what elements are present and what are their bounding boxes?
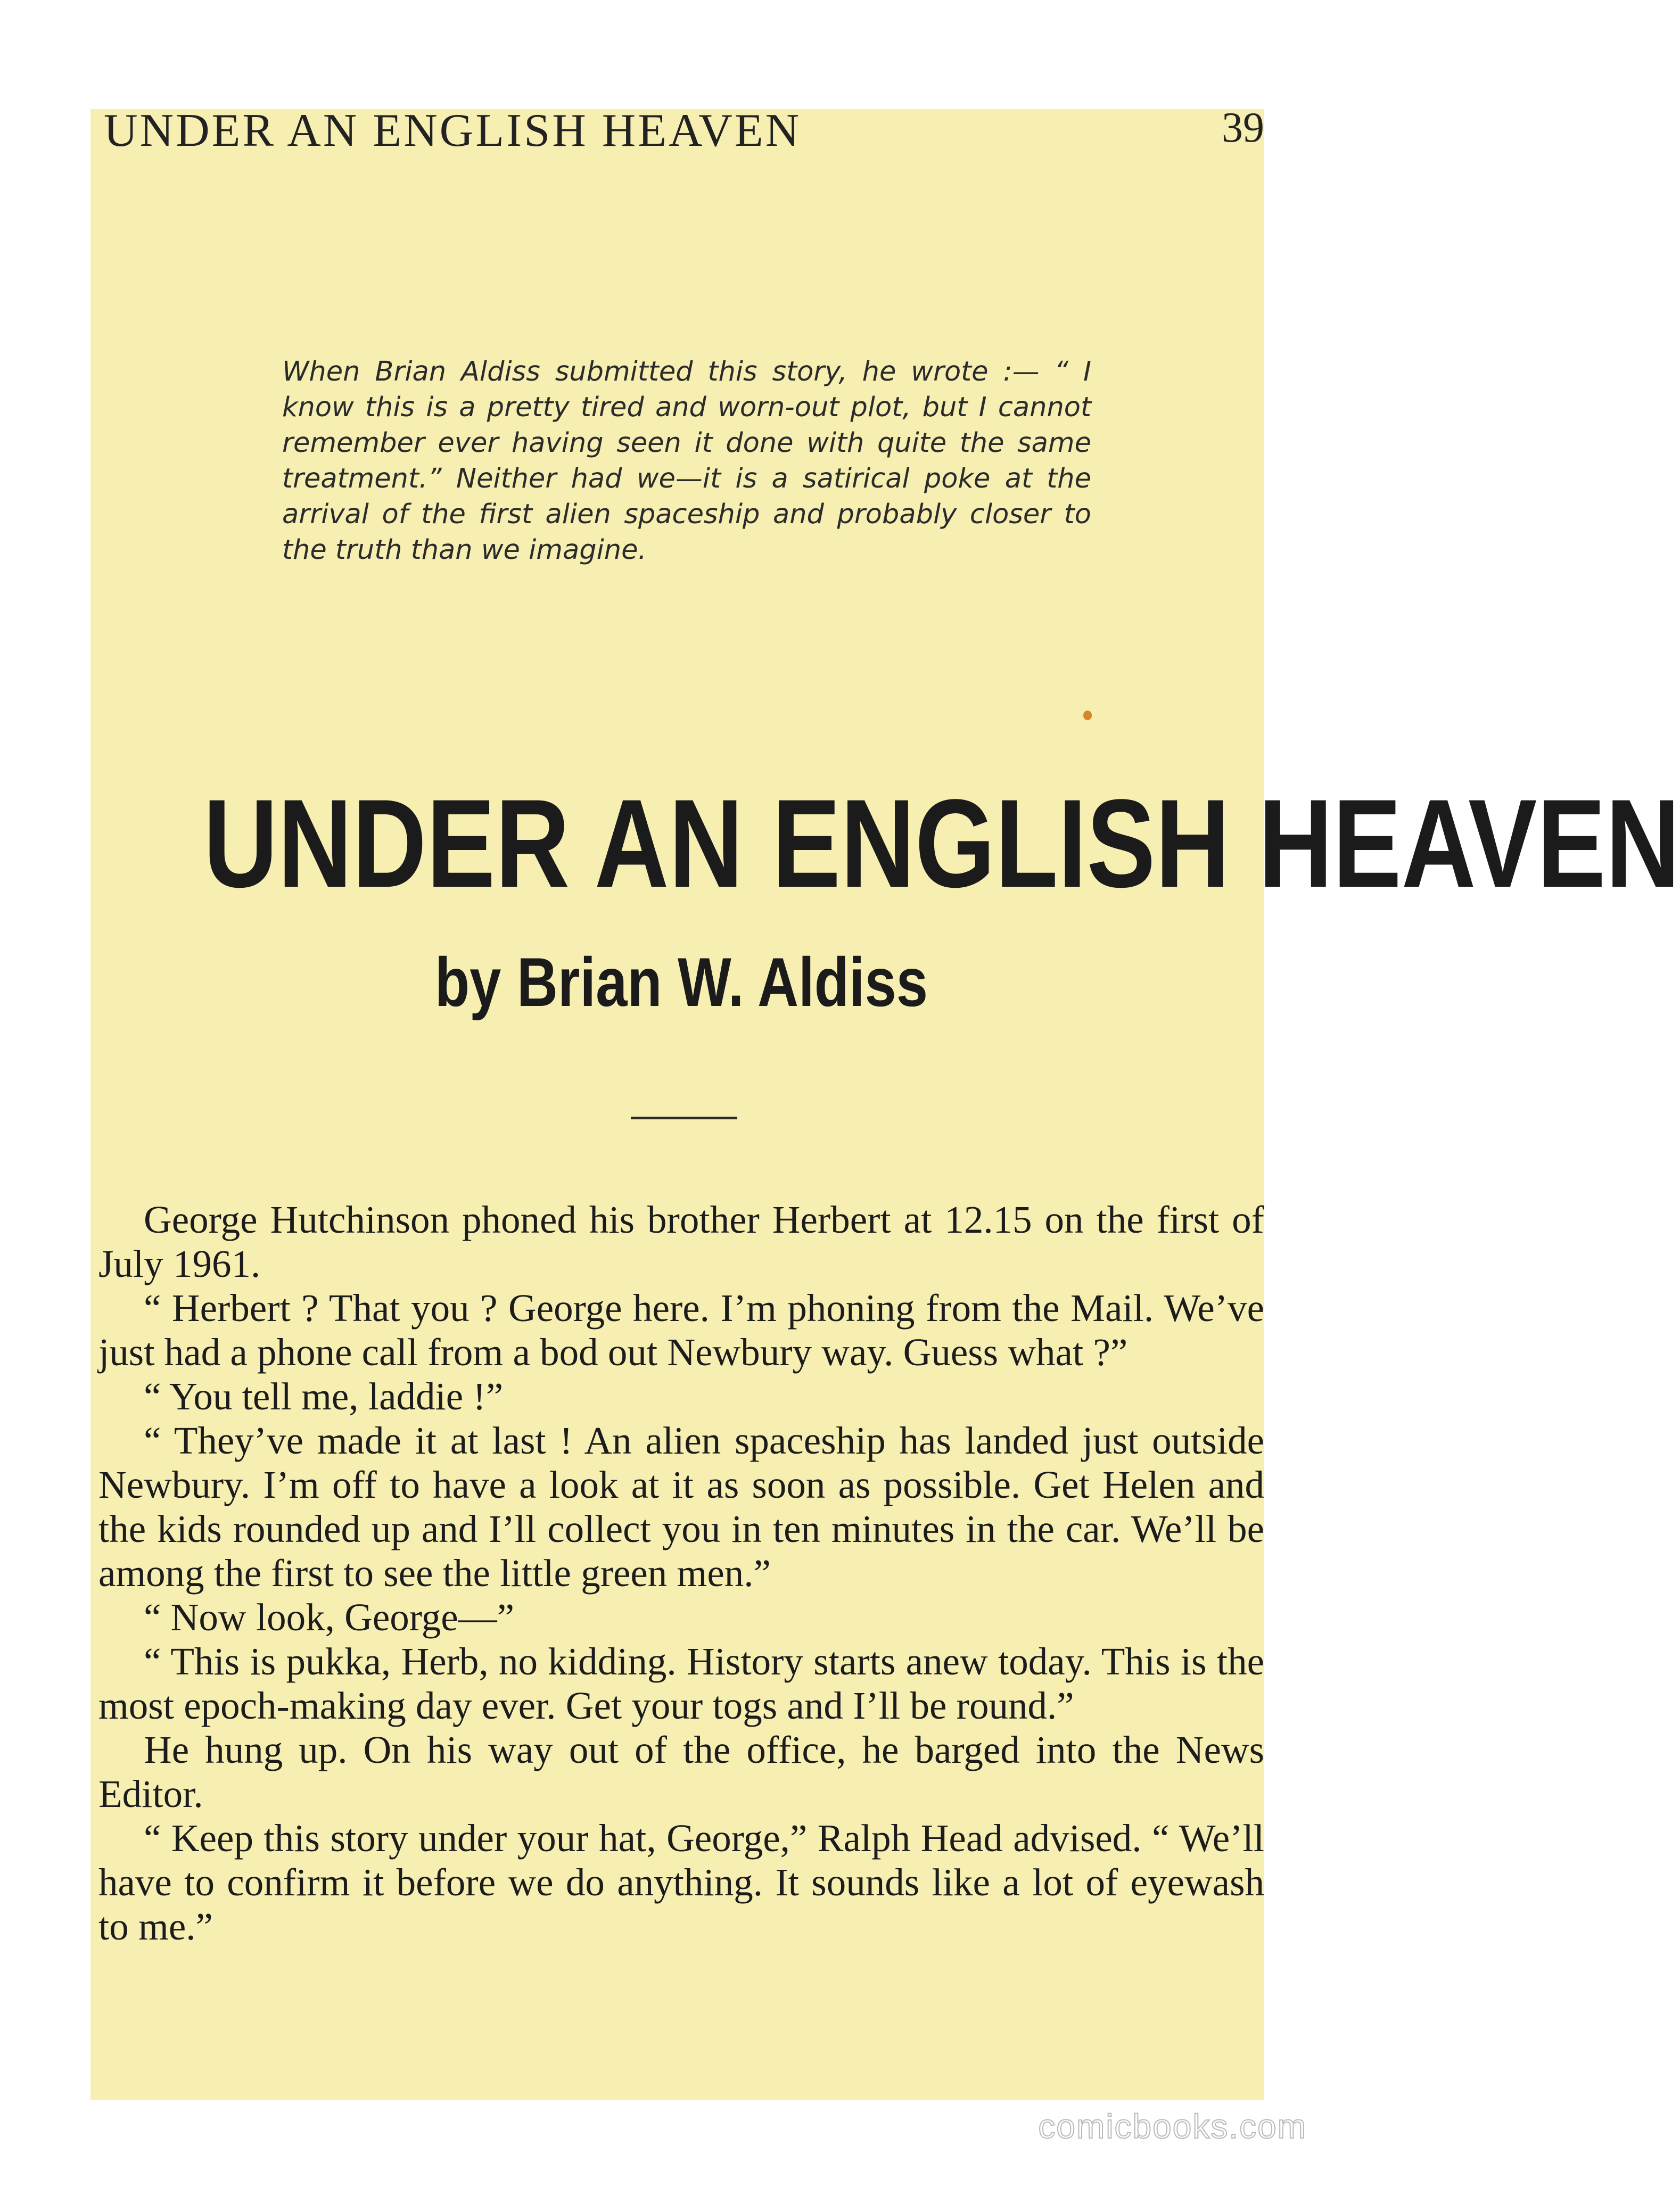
paragraph: He hung up. On his way out of the office, he barged into the News Editor. bbox=[98, 1728, 1264, 1816]
paragraph: “ Keep this story under your hat, George,” Ralph Head advised. “ We’ll have to confirm it before we do anything. It sounds like a lot of eyewash to me.” bbox=[98, 1817, 1264, 1948]
story-byline: by Brian W. Aldiss bbox=[434, 943, 928, 1021]
paragraph: “ This is pukka, Herb, no kidding. History starts anew today. This is the most epoch-making day ever. Get your togs and I’ll be round.” bbox=[98, 1640, 1264, 1727]
paragraph: George Hutchinson phoned his brother Herbert at 12.15 on the first of July 1961. bbox=[98, 1198, 1264, 1285]
paragraph: “ They’ve made it at last ! An alien spaceship has landed just outside Newbury. I’m off to have a look at it as soon as possible. Get Helen and the kids rounded up and I’ll collect you in ten minutes in the car. We’ll be among the first to see the little green men.” bbox=[98, 1419, 1264, 1595]
story-title: UNDER AN ENGLISH HEAVEN bbox=[203, 773, 1680, 914]
paragraph: “ Now look, George—” bbox=[144, 1596, 515, 1639]
site-watermark: comicbooks.com bbox=[1038, 2107, 1307, 2146]
paragraph: “ Herbert ? That you ? George here. I’m phoning from the Mail. We’ve just had a phone call from a bod out Newbury way. Guess what ?” bbox=[98, 1286, 1264, 1374]
page-number: 39 bbox=[1222, 104, 1264, 151]
paper-speck bbox=[1083, 711, 1092, 720]
paragraph: “ You tell me, laddie !” bbox=[144, 1375, 504, 1418]
title-divider bbox=[631, 1117, 737, 1119]
running-title: UNDER AN ENGLISH HEAVEN bbox=[104, 105, 802, 156]
intro-text: When Brian Aldiss submitted this story, he wrote :— “ I know this is a pretty tired and worn-out plot, but I cannot remember ever having seen it done with quite the same treatment.” Neither had we—it is a satirical poke at the arrival of the first alien spaceship and probably closer to the truth than we imagine. bbox=[282, 356, 1091, 566]
editorial-intro bbox=[282, 354, 1091, 568]
story-body bbox=[98, 1198, 1264, 1949]
